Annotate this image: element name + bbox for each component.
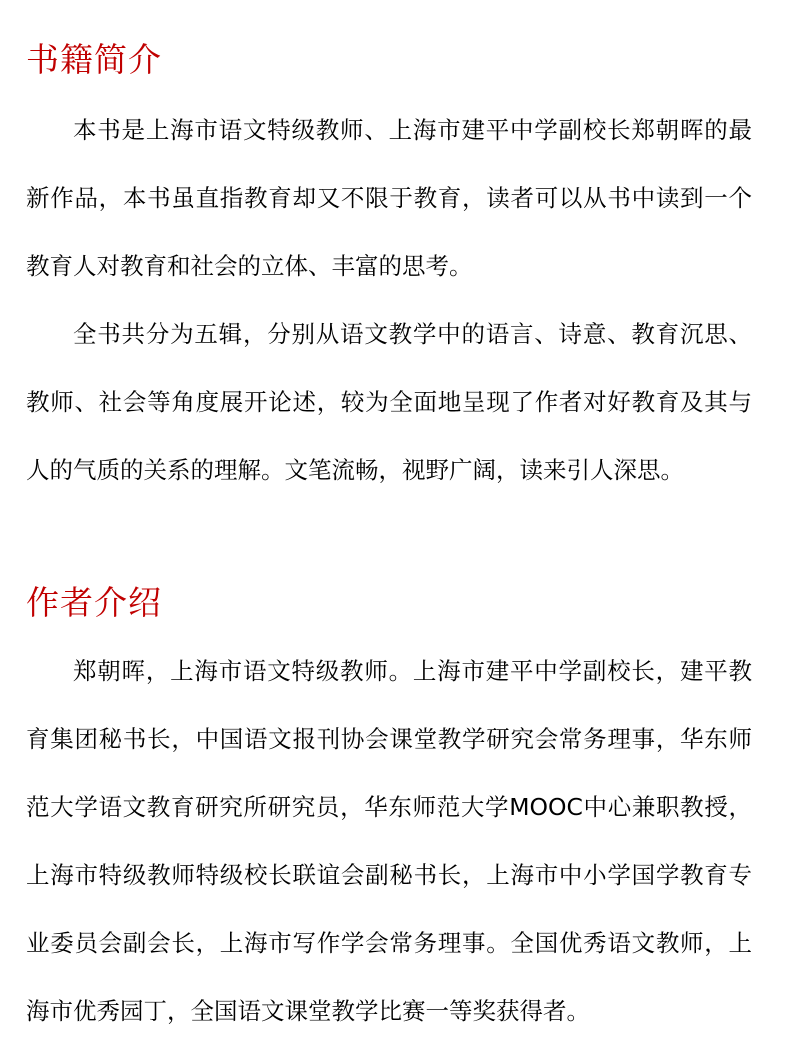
intro-paragraph-2: 全书共分为五辑，分别从语文教学中的语言、诗意、教育沉思、教师、社会等角度展开论述，较为全面地呈现了作者对好教育及其与人的气质的关系的理解。文笔流畅，视野广阔，读来引人深思。	[26, 320, 752, 484]
intro-paragraph-1: 本书是上海市语文特级教师、上海市建平中学副校长郑朝晖的最新作品，本书虽直指教育却又不限于教育，读者可以从书中读到一个教育人对教育和社会的立体、丰富的思考。	[26, 116, 752, 280]
author-body	[26, 637, 752, 1045]
author-paragraph-1: 郑朝晖，上海市语文特级教师。上海市建平中学副校长，建平教育集团秘书长，中国语文报刊协会课堂教学研究会常务理事，华东师范大学语文教育研究所研究员，华东师范大学MOOC中心兼职教授，上海市特级教师特级校长联谊会副秘书长，上海市中小学国学教育专业委员会副会长，上海市写作学会常务理事。全国优秀语文教师，上海市优秀园丁，全国语文课堂教学比赛一等奖获得者。	[26, 657, 752, 1025]
intro-body	[26, 96, 752, 504]
intro-heading: 书籍简介	[26, 40, 162, 79]
author-heading: 作者介绍	[26, 583, 162, 622]
